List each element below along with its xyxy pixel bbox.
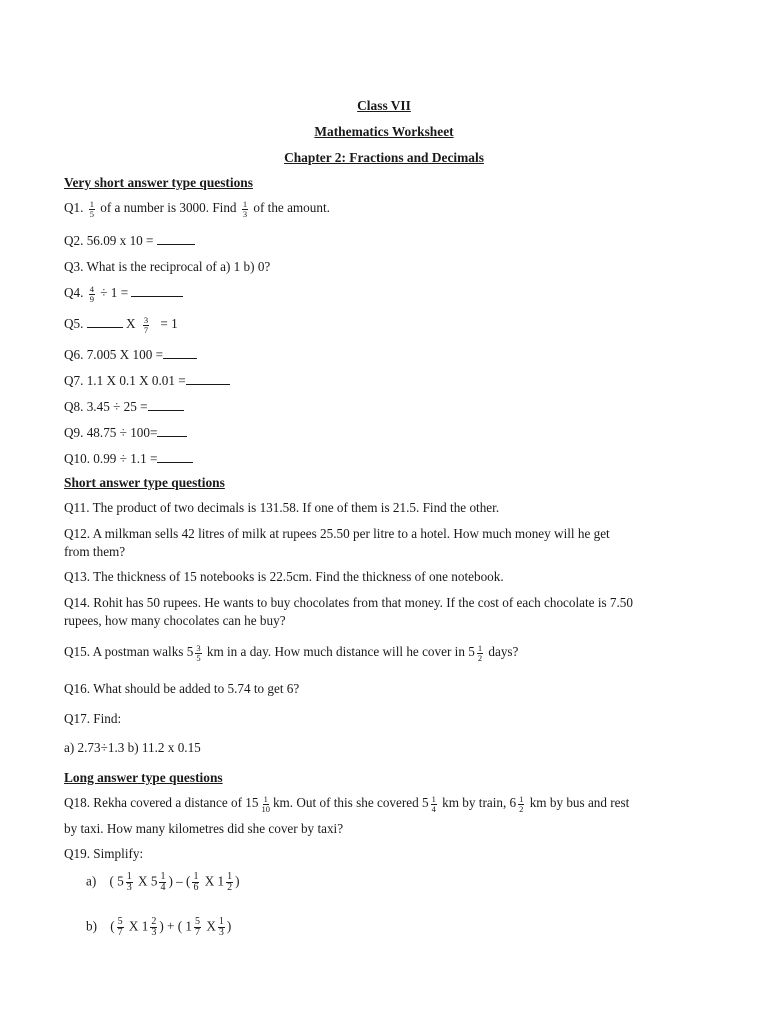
- fraction: $\frac{1}{4}$: [160, 871, 166, 893]
- section-long: Long answer type questions: [64, 770, 223, 785]
- class-title: Class VII: [357, 98, 411, 113]
- fraction: $\frac{3}{7}$: [143, 315, 149, 335]
- question-18-cont: by taxi. How many kilometres did she cover by taxi?: [64, 821, 344, 836]
- question-19b: b) ( $\frac{5}{7}$ X 1 $\frac{2}{3}$ ) + ( 1 $\frac{5}{7}$ X $\frac{1}{3}$ ): [86, 916, 232, 938]
- answer-blank: [157, 451, 193, 463]
- fraction: $\frac{1}{3}$: [126, 871, 132, 893]
- question-17-parts: a) 2.73÷1.3 b) 11.2 x 0.15: [64, 740, 201, 755]
- answer-blank: [131, 285, 183, 297]
- question-10: Q10. 0.99 ÷ 1.1 =: [64, 451, 193, 467]
- section-short: Short answer type questions: [64, 475, 225, 490]
- answer-blank: [163, 347, 197, 359]
- fraction: $\frac{1}{3}$: [218, 916, 224, 938]
- question-12-cont: from them?: [64, 544, 126, 559]
- question-9: Q9. 48.75 ÷ 100=: [64, 425, 187, 441]
- fraction: $\frac{1}{2}$: [519, 794, 524, 814]
- fraction: $\frac{5}{7}$: [117, 916, 123, 938]
- question-16: Q16. What should be added to 5.74 to get 6?: [64, 681, 300, 696]
- question-15: Q15. A postman walks 5 $\frac{3}{5}$ km in a day. How much distance will he cover in 5 $\frac{1}{2}$ days?: [64, 643, 519, 663]
- fraction: $\frac{1}{10}$: [261, 794, 270, 814]
- question-5: Q5. X $\frac{3}{7}$ = 1: [64, 315, 178, 335]
- question-1: Q1. $\frac{1}{5}$ of a number is 3000. Find $\frac{1}{3}$ of the amount.: [64, 199, 330, 219]
- question-13: Q13. The thickness of 15 notebooks is 22.5cm. Find the thickness of one notebook.: [64, 569, 504, 584]
- section-very-short: Very short answer type questions: [64, 175, 253, 190]
- question-3: Q3. What is the reciprocal of a) 1 b) 0?: [64, 259, 271, 274]
- question-19: Q19. Simplify:: [64, 846, 144, 861]
- question-17: Q17. Find:: [64, 711, 122, 726]
- chapter-title: Chapter 2: Fractions and Decimals: [284, 150, 484, 165]
- answer-blank: [87, 316, 123, 328]
- fraction: $\frac{1}{2}$: [477, 643, 483, 663]
- question-19a: a) ( 5 $\frac{1}{3}$ X 5 $\frac{1}{4}$ ) – ( $\frac{1}{6}$ X 1 $\frac{1}{2}$ ): [86, 871, 240, 893]
- fraction: $\frac{4}{9}$: [89, 284, 94, 304]
- question-8: Q8. 3.45 ÷ 25 =: [64, 399, 184, 415]
- question-2: Q2. 56.09 x 10 =: [64, 233, 195, 249]
- question-6: Q6. 7.005 X 100 =: [64, 347, 197, 363]
- answer-blank: [148, 399, 184, 411]
- fraction: $\frac{2}{3}$: [151, 916, 157, 938]
- question-14: Q14. Rohit has 50 rupees. He wants to buy chocolates from that money. If the cost of each chocolate is 7.50: [64, 595, 633, 610]
- question-14-cont: rupees, how many chocolates can he buy?: [64, 613, 286, 628]
- answer-blank: [157, 425, 187, 437]
- fraction: $\frac{1}{4}$: [431, 794, 436, 814]
- question-7: Q7. 1.1 X 0.1 X 0.01 =: [64, 373, 230, 389]
- fraction: $\frac{5}{7}$: [195, 916, 201, 938]
- question-11: Q11. The product of two decimals is 131.58. If one of them is 21.5. Find the other.: [64, 500, 500, 515]
- question-18: Q18. Rekha covered a distance of 15 $\frac{1}{10}$ km. Out of this she covered 5 $\frac{1}{4}$ km by train, 6 $\frac{1}{2}$ km by bus and rest: [64, 794, 630, 814]
- question-12: Q12. A milkman sells 42 litres of milk at rupees 25.50 per litre to a hotel. How much money will he get: [64, 526, 610, 541]
- fraction: $\frac{1}{6}$: [193, 871, 199, 893]
- question-4: Q4. $\frac{4}{9}$ ÷ 1 =: [64, 285, 183, 303]
- worksheet-title: Mathematics Worksheet: [314, 124, 454, 139]
- answer-blank: [157, 233, 195, 245]
- fraction: $\frac{1}{5}$: [89, 199, 94, 219]
- fraction: $\frac{1}{3}$: [242, 199, 248, 219]
- fraction: $\frac{1}{2}$: [227, 871, 233, 893]
- answer-blank: [186, 373, 230, 385]
- fraction: $\frac{3}{5}$: [196, 643, 201, 663]
